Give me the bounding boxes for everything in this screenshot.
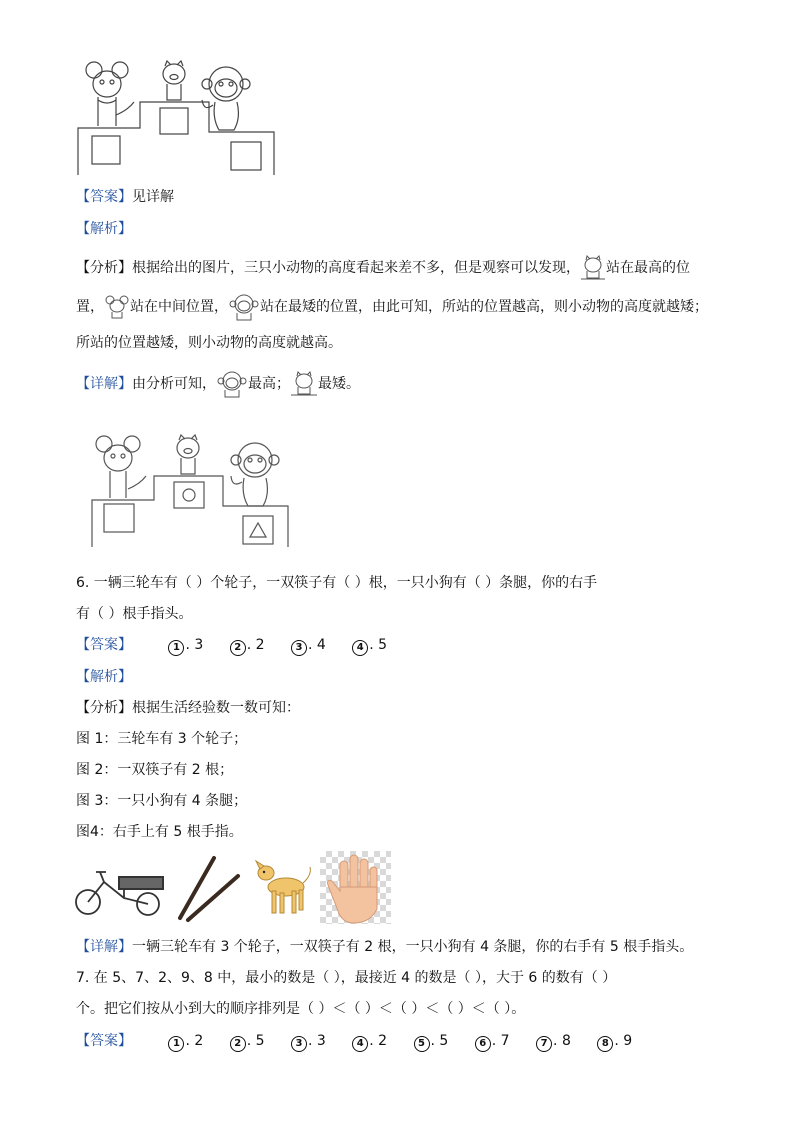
answer-label: 【答案】 — [76, 637, 132, 653]
answer-item: 1 . 3 — [168, 635, 203, 656]
figure-line-2: 图 2：一双筷子有 2 根； — [76, 762, 234, 778]
analysis-text-2a: 置， — [76, 299, 104, 315]
answer-item: 3 . 3 — [291, 1031, 326, 1052]
chopsticks-image — [176, 856, 242, 922]
answer-label: 【答案】 — [76, 189, 132, 205]
q6-question-line-1: 6. 一辆三轮车有（ ）个轮子，一双筷子有（ ）根，一只小狗有（ ）条腿，你的右手 — [76, 575, 598, 591]
mouse-icon — [86, 62, 134, 126]
analysis-text-3: 所站的位置越矮，则小动物的高度就越高。 — [76, 335, 342, 351]
answer-item: 1 . 2 — [168, 1031, 203, 1052]
figure-line-1: 图 1：三轮车有 3 个轮子； — [76, 731, 248, 747]
monkey-icon — [228, 293, 260, 321]
pig-icon — [177, 435, 199, 474]
q7-question-line-1: 7. 在 5、7、2、9、8 中，最小的数是（ ），最接近 4 的数是（ ），大于 6 的数有（ ） — [76, 970, 617, 986]
q7-question-line-2: 个。把它们按从小到大的顺序排列是（ ）＜（ ）＜（ ）＜（ ）＜（ ）。 — [76, 1001, 526, 1017]
answer-text: 见详解 — [132, 189, 174, 205]
analysis-text-2b: 站在中间位置， — [130, 299, 228, 315]
q6-answer-row — [76, 635, 409, 656]
analysis-label: 【分析】 — [76, 700, 132, 716]
q6-question-line-2: 有（ ）根手指头。 — [76, 606, 193, 622]
monkey-icon — [216, 370, 248, 398]
pig-icon — [290, 372, 318, 396]
answer-item: 4 . 5 — [352, 635, 387, 656]
detail-text-a: 由分析可知， — [132, 376, 216, 392]
jiexi-label: 【解析】 — [76, 221, 132, 237]
detail-text: 一辆三轮车有 3 个轮子，一双筷子有 2 根，一只小狗有 4 条腿，你的右手有 5 根手指头。 — [132, 939, 694, 955]
answer-item: 7 . 8 — [536, 1031, 571, 1052]
mouse-icon — [96, 436, 146, 498]
figure-line-4: 图4：右手上有 5 根手指。 — [76, 824, 243, 840]
answer-item: 2 . 5 — [230, 1031, 265, 1052]
detail-label: 【详解】 — [76, 376, 132, 392]
analysis-label: 【分析】 — [76, 260, 132, 276]
answer-item: 8 . 9 — [597, 1031, 632, 1052]
jiexi-label: 【解析】 — [76, 669, 132, 685]
mouse-icon — [104, 295, 130, 319]
analysis-text-1: 根据给出的图片，三只小动物的高度看起来差不多，但是观察可以发现， — [132, 260, 580, 276]
detail-text-b: 最高； — [248, 376, 290, 392]
answer-item: 2 . 2 — [230, 635, 265, 656]
answer-item: 6 . 7 — [475, 1031, 510, 1052]
answer-item: 3 . 4 — [291, 635, 326, 656]
dog-image — [254, 857, 314, 919]
pig-icon — [163, 61, 185, 100]
detail-label: 【详解】 — [76, 939, 132, 955]
hand-icon — [320, 851, 391, 924]
tricycle-image — [74, 858, 166, 918]
detail-text-c: 最矮。 — [318, 376, 360, 392]
monkey-icon — [231, 443, 279, 506]
hand-image — [320, 851, 391, 924]
analysis-text-1b: 站在最高的位 — [606, 260, 690, 276]
figure-line-3: 图 3：一只小狗有 4 条腿； — [76, 793, 248, 809]
pig-icon — [580, 256, 606, 280]
answer-item: 5 . 5 — [414, 1031, 449, 1052]
animals-podium-answer-figure — [90, 432, 300, 550]
analysis-text: 根据生活经验数一数可知： — [132, 700, 300, 716]
answer-item: 4 . 2 — [352, 1031, 387, 1052]
answer-label: 【答案】 — [76, 1033, 132, 1049]
q7-answer-row — [76, 1031, 654, 1052]
analysis-text-2c: 站在最矮的位置，由此可知，所站的位置越高，则小动物的高度就越矮； — [260, 299, 708, 315]
animals-podium-figure — [76, 60, 286, 178]
